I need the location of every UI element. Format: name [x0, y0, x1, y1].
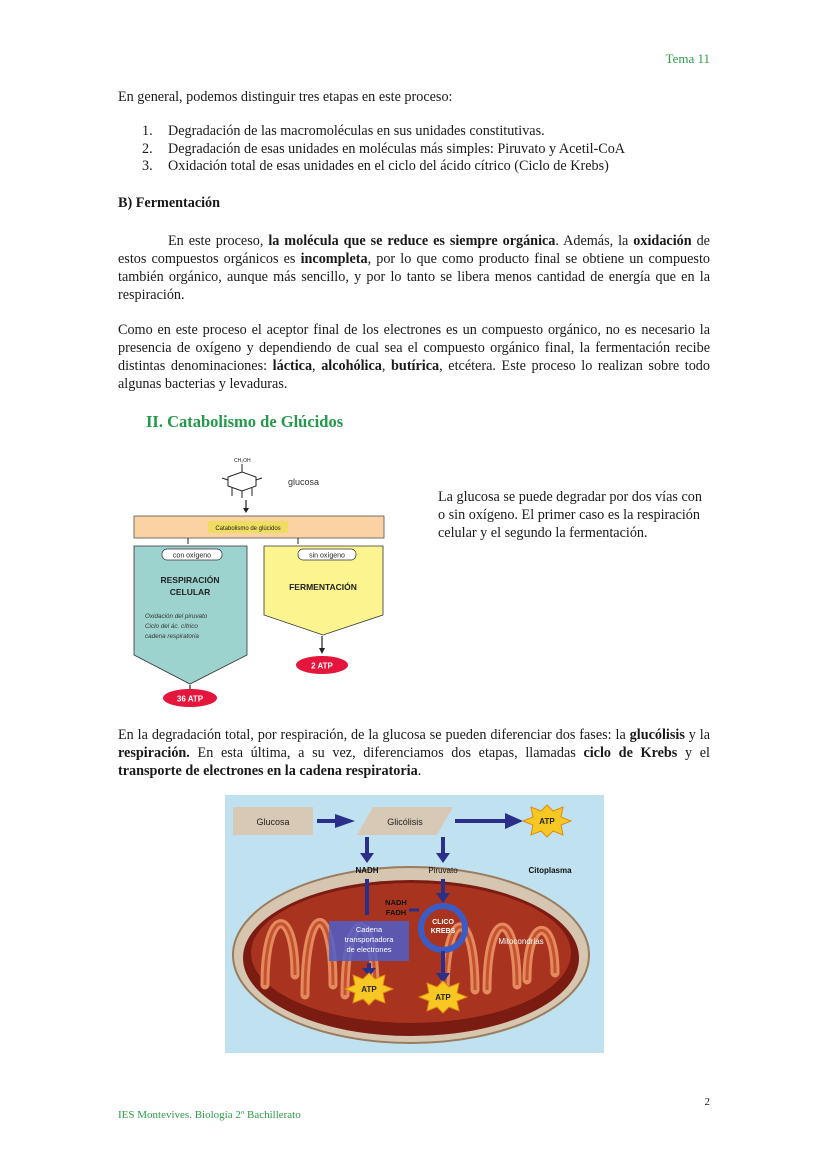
list-item: 3. Oxidación total de esas unidades en el ciclo del ácido cítrico (Ciclo de Krebs)	[142, 158, 609, 174]
mitocondrias-label: Mitocondrias	[498, 937, 544, 946]
cadena-label-1: Cadena	[355, 925, 383, 934]
krebs-label-2: KREBS	[430, 928, 456, 935]
fermentation-paragraph-1: En este proceso, la molécula que se reduce es siempre orgánica. Además, la oxidación de estos compuestos orgánicos es incompleta, por lo que como producto final se obtiene un compuesto también orgánico, aunque más sencillo, y por lo tanto se libera menos cantidad de energía que en la respiración.	[118, 233, 710, 303]
atp-fermentation-label: 2 ATP	[311, 661, 333, 671]
glucose-molecule-icon	[222, 458, 262, 498]
fermentation-heading: B) Fermentación	[118, 195, 221, 211]
citoplasma-label: Citoplasma	[528, 866, 572, 875]
atp-left-label: ATP	[361, 985, 377, 994]
fermentation-paragraph-2: Como en este proceso el aceptor final de los electrones es un compuesto orgánico, no es necesario la presencia de oxígeno y dependiendo de cual sea el compuesto orgánico final, la fermentación recibe distintas denominaciones: láctica, alcohólica, butírica, etcétera. Este proceso lo realizan sobre todo algunas bacterias y levaduras.	[118, 322, 710, 392]
footer-school: IES Montevives. Biología 2º Bachillerato	[118, 1109, 301, 1121]
page-number: 2	[704, 1096, 710, 1108]
nadh-label: NADH	[355, 866, 379, 875]
respiration-step: Ciclo del ác. cítrico	[145, 623, 198, 630]
catabolism-bar-label: Catabolismo de glúcidos	[215, 526, 281, 532]
list-item: 2. Degradación de esas unidades en moléculas más simples: Piruvato y Acetil-CoA	[142, 140, 626, 157]
atp-right-label: ATP	[435, 993, 451, 1002]
stages-list	[142, 123, 625, 176]
atp-respiration-label: 36 ATP	[176, 694, 204, 704]
respiration-step: Oxidación del piruvato	[145, 613, 208, 620]
without-oxygen-tag: sin oxígeno	[309, 552, 345, 560]
svg-text:CH₂OH: CH₂OH	[234, 458, 251, 464]
fadh-label: FADH	[385, 908, 407, 917]
respiration-step: cadena respiratoria	[145, 633, 199, 640]
cadena-label-2: transportadora	[344, 935, 394, 944]
fermentation-title: FERMENTACIÓN	[289, 582, 357, 592]
with-oxygen-tag: con oxígeno	[172, 552, 212, 560]
glicolisis-label: Glicólisis	[387, 817, 423, 827]
krebs-label-1: CLICO	[432, 919, 454, 926]
nadh2-label: NADH	[385, 898, 407, 907]
glucose-label: glucosa	[288, 477, 320, 487]
header-topic: Tema 11	[665, 51, 710, 66]
section-title: II. Catabolismo de Glúcidos	[146, 412, 344, 431]
respiration-title-1: RESPIRACIÓN	[160, 575, 220, 585]
piruvato-label: Piruvato	[428, 866, 458, 875]
mitochondria-diagram	[225, 795, 604, 1053]
cadena-label-3: de electrones	[346, 945, 392, 954]
side-text: La glucosa se puede degradar por dos vías con o sin oxígeno. El primer caso es la respiración celular y el segundo la fermentación.	[438, 489, 702, 541]
list-item: 1. Degradación de las macromoléculas en sus unidades constitutivas.	[142, 123, 545, 139]
glucosa-label: Glucosa	[256, 817, 290, 827]
atp-top-label: ATP	[539, 817, 555, 826]
degradation-paragraph: En la degradación total, por respiración, de la glucosa se pueden diferenciar dos fases: la glucólisis y la respiración. En esta última, a su vez, diferenciamos dos etapas, llamadas ciclo de Krebs y el transporte de electrones en la cadena respiratoria.	[118, 727, 710, 779]
respiration-title-2: CELULAR	[169, 587, 211, 597]
glucose-catabolism-diagram	[128, 450, 390, 712]
intro-text: En general, podemos distinguir tres etapas en este proceso:	[118, 89, 453, 105]
